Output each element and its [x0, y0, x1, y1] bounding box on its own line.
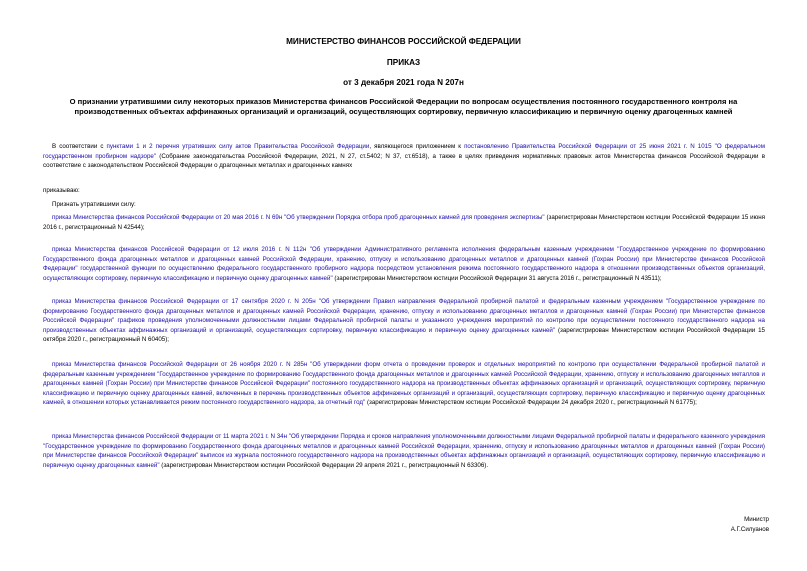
repealed-item-4-registration: (зарегистрирован Министерством юстиции Российской Федерации 24 декабря 2020 г., регистрационный N 61775); — [365, 399, 697, 407]
order-type-heading: ПРИКАЗ — [386, 58, 421, 67]
repealed-item-5-registration: (зарегистрирован Министерством юстиции Российской Федерации 29 апреля 2021 г., регистрационный N 63306). — [159, 461, 489, 469]
order-date-heading: от 3 декабря 2021 года N 207н — [343, 78, 464, 87]
document-title: О признании утратившими силу некоторых приказов Министерства финансов Российской Федерации по вопросам осуществления постоянного государственного контроля на производственных объектах аффинажных организаций и организаций, осуществляющих сортировку, первичную классификацию и первичную оценку драгоценных камней — [69, 97, 738, 116]
ministry-heading: МИНИСТЕРСТВО ФИНАНСОВ РОССИЙСКОЙ ФЕДЕРАЦИИ — [286, 37, 521, 46]
signature-position: Министр — [744, 516, 769, 523]
repealed-item-2-registration: (зарегистрирован Министерством юстиции Российской Федерации 31 августа 2016 г., регистрационный N 43511); — [332, 274, 662, 282]
repealed-item-2-link[interactable]: приказ Министерства финансов Российской Федерации от 12 июля 2016 г. N 112н "Об утверждении Административного регламента исполнения федеральным казенным учреждением "Государственное учреждение по формированию Государственного фонда драгоценных металлов и драгоценных камней Российской Федерации, хранению, отпуску и использованию драгоценных металлов и драгоценных камней (Гохран России) при Министерстве финансов Российской Федерации" государственной функции по осуществлению федерального государственного пробирного надзора посредством установления режима постоянного государственного надзора в отношении производственных объектов организаций, осуществляющих сортировку, первичную классификацию и первичную оценку драгоценных камней" — [43, 246, 765, 282]
repealed-item-3-registration: (зарегистрирован Министерством юстиции Российской Федерации 15 октября 2020 г., регистрационный N 60405); — [43, 326, 765, 344]
preamble-text-3: (Собрание законодательства Российской Федерации, 2021, N 27, ст.5402; N 37, ст.6518), а также в целях приведения нормативных правовых актов Министерства финансов Российской Федерации в соответствие с законодательством Российской Федерации о драгоценных металлах и драгоценных камнях — [43, 152, 765, 170]
repealed-item-4-link[interactable]: приказ Министерства финансов Российской Федерации от 26 ноября 2020 г. N 285н "Об утверждении форм отчета о проведении проверок и отдельных мероприятий по контролю при осуществлении Федеральной пробирной палатой и федеральным казенным учреждением "Государственное учреждение по формированию Государственного фонда драгоценных металлов и драгоценных камней Российской Федерации, хранению, отпуску и использованию драгоценных металлов и драгоценных камней (Гохран России) при Министерстве финансов Российской Федерации" постоянного государственного надзора на производственных объектах аффинажных организаций и организаций, осуществляющих сортировку, первичную классификацию и первичную оценку драгоценных камней, включенных в перечень производственных объектов аффинажных организаций и организаций, осуществляющих сортировку, первичную классификацию и первичную оценку драгоценных камней, в отношении которых устанавливается режим постоянного государственного надзора, за отчетный год" — [43, 361, 765, 407]
repealed-item-1-link[interactable]: приказ Министерства финансов Российской Федерации от 20 мая 2016 г. N 69н "Об утверждении Порядка отбора проб драгоценных камней для проведения экспертизы" — [52, 214, 545, 221]
preamble-link-perechen[interactable]: пунктами 1 и 2 перечня утративших силу актов Правительства Российской Федерации — [106, 143, 370, 150]
repealed-item-1-registration: (зарегистрирован Министерством юстиции Российской Федерации 15 июня 2016 г., регистрационный N 42544); — [43, 214, 765, 231]
order-label: приказываю: — [43, 187, 80, 194]
repealed-item-5 — [43, 432, 765, 470]
repealed-item-2 — [43, 245, 765, 283]
repealed-item-4 — [43, 360, 765, 408]
repealed-item-1 — [43, 213, 765, 232]
preamble-paragraph — [43, 142, 765, 171]
repealed-item-3-link[interactable]: приказ Министерства финансов Российской Федерации от 17 сентября 2020 г. N 205н "Об утверждении Правил направления Федеральной пробирной палатой и федеральным казенным учреждением "Государственное учреждение по формированию Государственного фонда драгоценных металлов и драгоценных камней Российской Федерации, хранению, отпуску и использованию драгоценных металлов и драгоценных камней (Гохран России) при Министерстве финансов Российской Федерации" графиков проведения уполномоченными должностными лицами Федеральной пробирной палаты и указанного учреждения мероприятий по контролю при осуществлении постоянного государственного надзора на производственных объектах аффинажных организаций и организаций, осуществляющих сортировку, первичную классификацию и первичную оценку драгоценных камней" — [43, 298, 765, 334]
preamble-text-1: В соответствии с — [52, 143, 107, 150]
signature-name: А.Г.Силуанов — [730, 526, 769, 533]
repealed-item-5-link[interactable]: приказ Министерства финансов Российской Федерации от 11 марта 2021 г. N 34н "Об утверждении Порядка и сроков направления уполномоченными должностными лицами Федеральной пробирной палаты и федерального казенного учреждения "Государственное учреждение по формированию Государственного фонда драгоценных металлов и драгоценных камней Российской Федерации, хранению, отпуску и использованию драгоценных металлов и драгоценных камней (Гохран России) при Министерстве финансов Российской Федерации" выписок из журнала постоянного государственного надзора на производственных объектах аффинажных организаций и организаций, осуществляющих сортировку, первичную классификацию и первичную оценку драгоценных камней" — [43, 433, 765, 469]
preamble-text-2: , являющегося приложением к — [369, 143, 465, 150]
recognize-line: Признать утратившими силу: — [52, 201, 136, 208]
repealed-item-3 — [43, 297, 765, 345]
preamble-link-postanovlenie[interactable]: постановлению Правительства Российской Федерации от 25 июня 2021 г. N 1015 "О федеральном государственном пробирном надзоре" — [43, 143, 765, 160]
